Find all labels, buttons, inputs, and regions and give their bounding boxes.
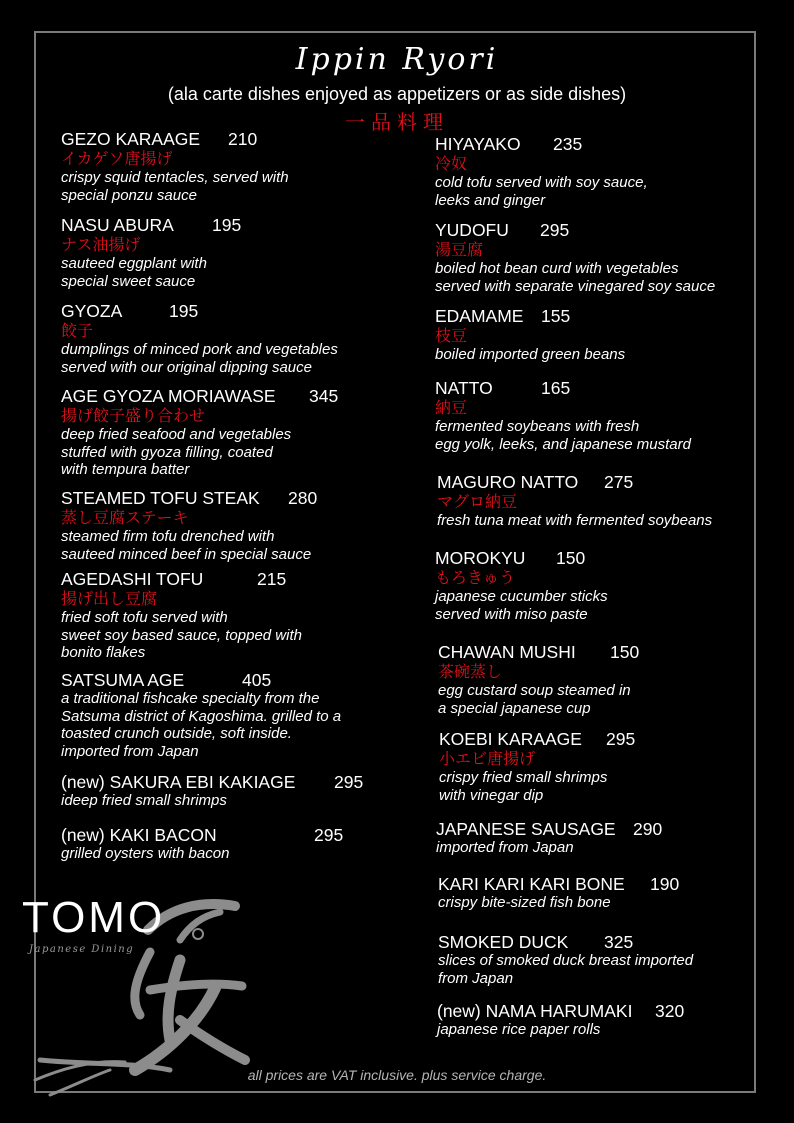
item-description: dumplings of minced pork and vegetables served with our original dipping sauce — [61, 341, 338, 376]
menu-item — [61, 386, 391, 479]
menu-item — [61, 569, 391, 662]
item-description: slices of smoked duck breast imported from Japan — [438, 952, 694, 987]
item-name: KOEBI KARAAGE — [439, 729, 582, 749]
item-japanese: マグロ納豆 — [437, 492, 518, 511]
menu-item — [438, 642, 768, 717]
item-japanese: 揚げ出し豆腐 — [61, 589, 158, 608]
item-name: SMOKED DUCK — [438, 932, 569, 952]
item-price: 280 — [288, 488, 318, 508]
item-description: egg custard soup steamed in a special japanese cup — [438, 682, 631, 717]
logo-wordmark: TOMO — [22, 893, 166, 942]
item-description: imported from Japan — [436, 839, 574, 856]
item-price: 150 — [610, 642, 640, 662]
item-japanese: 納豆 — [435, 398, 468, 417]
item-description: crispy bite-sized fish bone — [438, 894, 611, 911]
item-description: fermented soybeans with fresh egg yolk, leeks, and japanese mustard — [435, 418, 691, 453]
item-name: (new) SAKURA EBI KAKIAGE — [61, 772, 296, 792]
item-price: 320 — [655, 1001, 685, 1021]
logo-tagline: Japanese Dining — [29, 944, 135, 955]
item-name: AGE GYOZA MORIAWASE — [61, 386, 276, 406]
item-price: 325 — [604, 932, 634, 952]
item-name: GEZO KARAAGE — [61, 129, 201, 149]
menu-item — [435, 220, 765, 295]
item-japanese: 小エビ唐揚げ — [439, 749, 536, 768]
item-description: crispy fried small shrimps with vinegar dip — [439, 769, 608, 804]
item-name: STEAMED TOFU STEAK — [61, 488, 260, 508]
item-name: NASU ABURA — [61, 215, 174, 235]
item-name: CHAWAN MUSHI — [438, 642, 576, 662]
item-price: 295 — [606, 729, 636, 749]
menu-japanese-title: 一品料理 — [345, 110, 449, 134]
menu-item — [61, 488, 391, 563]
item-description: japanese cucumber sticks served with miso paste — [435, 588, 608, 623]
item-price: 405 — [242, 670, 272, 690]
item-price: 345 — [309, 386, 339, 406]
item-price: 235 — [553, 134, 583, 154]
item-price: 195 — [169, 301, 199, 321]
item-description: crispy squid tentacles, served with special ponzu sauce — [61, 169, 289, 204]
footer-note: all prices are VAT inclusive. plus service charge. — [247, 1067, 547, 1083]
menu-item — [61, 670, 391, 760]
item-japanese: 冷奴 — [435, 154, 468, 173]
item-price: 295 — [334, 772, 364, 792]
item-name: AGEDASHI TOFU — [61, 569, 204, 589]
item-description: steamed firm tofu drenched with sauteed minced beef in special sauce — [61, 528, 312, 563]
menu-item — [61, 825, 391, 863]
item-japanese: 揚げ餃子盛り合わせ — [61, 406, 206, 425]
item-description: sauteed eggplant with special sweet sauce — [61, 255, 207, 290]
menu-item — [435, 548, 765, 623]
item-name: NATTO — [435, 378, 493, 398]
menu-item — [437, 472, 767, 530]
item-price: 290 — [633, 819, 663, 839]
item-japanese: 湯豆腐 — [435, 240, 484, 259]
menu-item — [438, 874, 768, 912]
item-name: (new) NAMA HARUMAKI — [437, 1001, 633, 1021]
item-price: 190 — [650, 874, 680, 894]
item-price: 295 — [314, 825, 344, 845]
menu-item — [437, 1001, 767, 1039]
menu-item — [436, 819, 766, 857]
item-description: boiled hot bean curd with vegetables served with separate vinegared soy sauce — [435, 260, 716, 295]
item-japanese: ナス油揚げ — [61, 235, 141, 254]
item-japanese: 茶碗蒸し — [438, 662, 503, 681]
item-price: 155 — [541, 306, 571, 326]
item-description: fresh tuna meat with fermented soybeans — [437, 512, 713, 529]
item-name: (new) KAKI BACON — [61, 825, 217, 845]
menu-item — [435, 134, 765, 209]
item-description: ideep fried small shrimps — [61, 792, 227, 809]
item-price: 215 — [257, 569, 287, 589]
item-name: MAGURO NATTO — [437, 472, 579, 492]
menu-item — [439, 729, 769, 804]
item-japanese: もろきゅう — [435, 568, 516, 587]
item-description: grilled oysters with bacon — [61, 845, 230, 862]
menu-title: Ippin Ryori — [295, 42, 499, 77]
item-japanese: 枝豆 — [435, 326, 468, 345]
item-japanese: イカゲソ唐揚げ — [61, 149, 173, 168]
item-description: japanese rice paper rolls — [437, 1021, 601, 1038]
item-price: 150 — [556, 548, 586, 568]
item-name: MOROKYU — [435, 548, 526, 568]
menu-item — [61, 772, 391, 810]
item-description: fried soft tofu served with sweet soy based sauce, topped with bonito flakes — [61, 609, 302, 661]
item-name: HIYAYAKO — [435, 134, 521, 154]
item-description: deep fried seafood and vegetables stuffed with gyoza filling, coated with tempura batter — [61, 426, 292, 478]
menu-item — [435, 306, 765, 364]
item-name: YUDOFU — [435, 220, 509, 240]
item-name: EDAMAME — [435, 306, 524, 326]
menu-item — [438, 932, 768, 987]
item-price: 295 — [540, 220, 570, 240]
item-price: 210 — [228, 129, 258, 149]
menu-item — [61, 129, 391, 204]
menu-item — [435, 378, 765, 453]
item-name: KARI KARI KARI BONE — [438, 874, 625, 894]
item-name: JAPANESE SAUSAGE — [436, 819, 616, 839]
item-name: GYOZA — [61, 301, 123, 321]
item-name: SATSUMA AGE — [61, 670, 185, 690]
item-price: 165 — [541, 378, 571, 398]
item-description: a traditional fishcake specialty from the Satsuma district of Kagoshima. grilled to a toasted crunch outside, soft inside. imported from Japan — [61, 690, 342, 760]
item-price: 195 — [212, 215, 242, 235]
menu-item — [61, 301, 391, 376]
item-japanese: 蒸し豆腐ステーキ — [61, 508, 189, 527]
menu-item — [61, 215, 391, 290]
menu-subtitle: (ala carte dishes enjoyed as appetizers or as side dishes) — [167, 84, 627, 104]
item-description: boiled imported green beans — [435, 346, 626, 363]
item-description: cold tofu served with soy sauce, leeks and ginger — [435, 174, 648, 209]
item-price: 275 — [604, 472, 634, 492]
item-japanese: 餃子 — [61, 321, 94, 340]
